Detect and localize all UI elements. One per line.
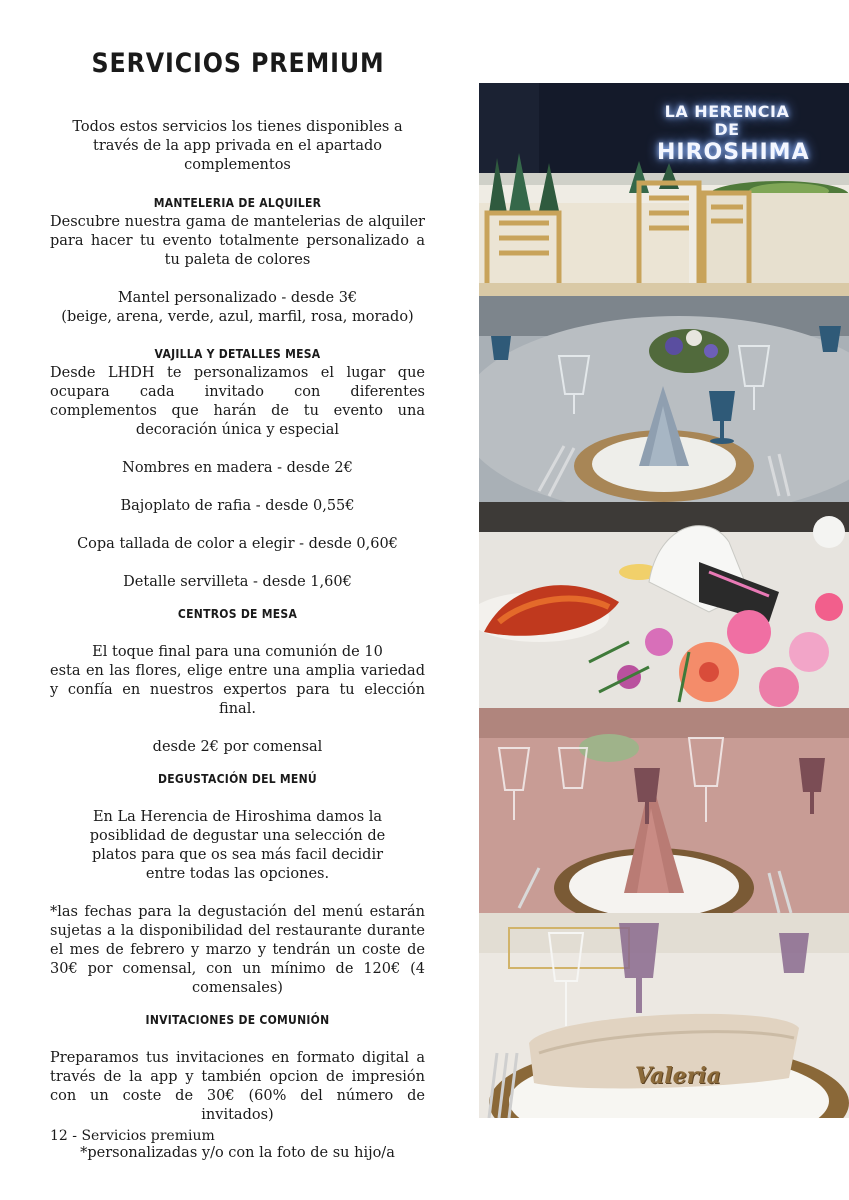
table-setting-blue-photo xyxy=(479,296,849,502)
vajilla-item: Nombres en madera - desde 2€ xyxy=(122,460,353,476)
vajilla-item: Bajoplato de rafia - desde 0,55€ xyxy=(120,498,355,514)
manteleria-colors: (beige, arena, verde, azul, marfil, rosa, morado) xyxy=(61,309,414,325)
degustacion-description: En La Herencia de Hiroshima damos la posiblidad de degustar una selección de platos para que os sea más facil decidir entre todas las opciones. xyxy=(89,809,386,882)
page-title: SERVICIOS PREMIUM xyxy=(91,48,385,79)
neon-sign-line2: HIROSHIMA xyxy=(657,139,810,165)
manteleria-price: Mantel personalizado - desde 3€ xyxy=(117,290,358,306)
vajilla-item: Detalle servilleta - desde 1,60€ xyxy=(123,574,352,590)
name-card: Valeria xyxy=(635,1063,721,1089)
intro-text: Todos estos servicios los tienes disponibles a través de la app privada en el apartado complementos xyxy=(72,119,403,173)
neon-sign-line1: LA HERENCIA DE xyxy=(664,102,790,140)
centros-line1: El toque final para una comunión de 10 xyxy=(92,644,383,660)
table-setting-pink-photo xyxy=(479,708,849,913)
name-card-photo xyxy=(479,913,849,1118)
neon-sign xyxy=(657,102,810,165)
section-heading-vajilla: VAJILLA Y DETALLES MESA xyxy=(154,347,321,361)
venue-photo xyxy=(479,83,849,296)
invitaciones-description: Preparamos tus invitaciones en formato digital a través de la app y también opcion de impresión con un coste de 30€ (60% del número de invitados) xyxy=(50,1050,425,1123)
page-footer: 12 - Servicios premium xyxy=(50,1128,215,1144)
section-heading-degustacion: DEGUSTACIÓN DEL MENÚ xyxy=(158,772,317,786)
services-column xyxy=(50,118,425,1163)
section-heading-invitaciones: INVITACIONES DE COMUNIÓN xyxy=(145,1013,330,1027)
degustacion-note: *las fechas para la degustación del menú estarán sujetas a la disponibilidad del restaurante durante el mes de febrero y marzo y tendrán un coste de 30€ por comensal, con un mínimo de 120€ (4 comensales) xyxy=(50,904,425,996)
vajilla-description: Desde LHDH te personalizamos el lugar que ocupara cada invitado con diferentes complementos que harán de tu evento una decoración única y especial xyxy=(50,365,425,438)
centros-description: esta en las flores, elige entre una amplia variedad y confía en nuestros expertos para tu elección final. xyxy=(50,663,425,717)
manteleria-description: Descubre nuestra gama de mantelerias de alquiler para hacer tu evento totalmente personalizado a tu paleta de colores xyxy=(50,214,425,268)
photo-strip xyxy=(479,83,849,1118)
section-heading-centros: CENTROS DE MESA xyxy=(177,607,298,621)
centerpiece-photo xyxy=(479,502,849,708)
invitaciones-note: *personalizadas y/o con la foto de su hijo/a xyxy=(80,1145,395,1161)
section-heading-manteleria: MANTELERIA DE ALQUILER xyxy=(153,196,322,210)
vajilla-item: Copa tallada de color a elegir - desde 0,60€ xyxy=(77,536,398,552)
centros-price: desde 2€ por comensal xyxy=(152,739,323,755)
